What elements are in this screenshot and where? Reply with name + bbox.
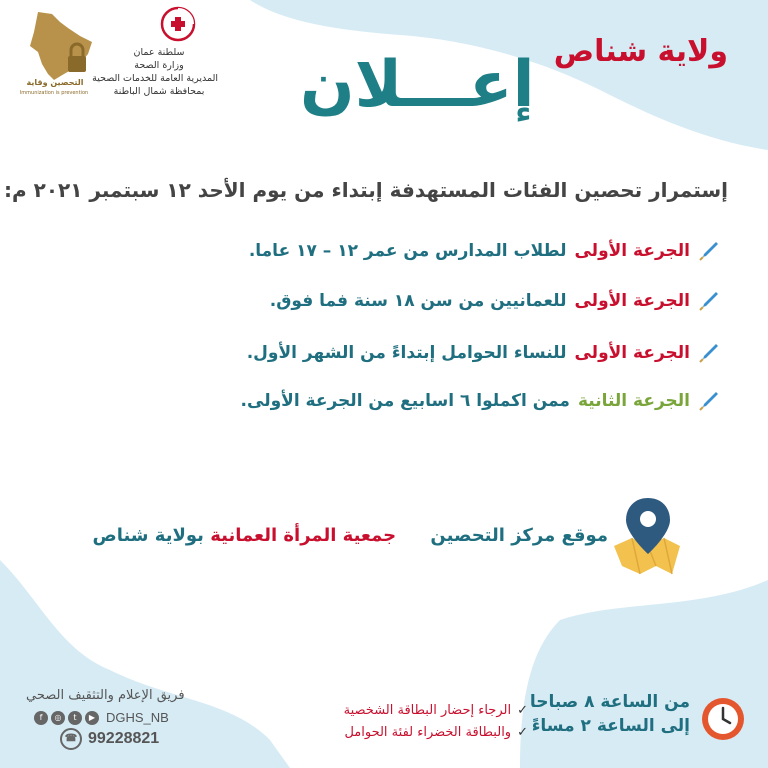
requirement-text: الرجاء إحضار البطاقة الشخصية xyxy=(343,703,512,718)
requirement-text: والبطاقة الخضراء لفئة الحوامل xyxy=(344,725,512,740)
ministry-line: سلطنة عمان xyxy=(133,47,185,58)
announcement-heading: إستمرار تحصين الفئات المستهدفة إبتداء من يوم الأحد ١٢ سبتمبر ٢٠٢١ م: xyxy=(4,178,728,202)
check-icon: ✓ xyxy=(517,725,528,740)
ministry-line: بمحافظة شمال الباطنة xyxy=(113,86,205,97)
social-handles xyxy=(34,710,169,725)
dose-label: الجرعة الأولى xyxy=(574,241,690,261)
location-center: جمعية المرأة العمانية xyxy=(210,525,397,546)
syringe-icon xyxy=(698,390,720,412)
location-pin-icon xyxy=(610,494,684,578)
immunization-logo-text: التحصين وقاية xyxy=(26,78,84,87)
dose-label: الجرعة الأولى xyxy=(574,343,690,363)
ministry-text xyxy=(92,46,218,98)
list-item xyxy=(241,390,720,412)
ministry-line: المديرية العامة للخدمات الصحية xyxy=(92,73,218,84)
clock-icon xyxy=(700,696,746,742)
requirement-item xyxy=(344,700,528,722)
dose-description: ممن اكملوا ٦ اسابيع من الجرعة الأولى. xyxy=(240,391,570,411)
working-hours xyxy=(530,690,690,738)
dose-label: الجرعة الثانية xyxy=(577,391,690,411)
announcement-title: إعـــلان xyxy=(300,48,535,122)
phone-number xyxy=(60,728,159,750)
syringe-icon xyxy=(698,240,720,262)
location-label: موقع مركز التحصين xyxy=(430,525,608,546)
dose-description: للنساء الحوامل إبتداءً من الشهر الأول. xyxy=(246,343,567,363)
facebook-icon: f xyxy=(34,711,48,725)
requirement-item xyxy=(344,722,528,744)
ministry-of-health-logo-icon xyxy=(160,6,196,42)
team-name: فريق الإعلام والتثقيف الصحي xyxy=(26,688,185,703)
dose-label: الجرعة الأولى xyxy=(574,291,690,311)
instagram-icon: ◎ xyxy=(51,711,65,725)
syringe-icon xyxy=(698,290,720,312)
dose-description: للعمانيين من سن ١٨ سنة فما فوق. xyxy=(269,291,567,311)
requirements-list xyxy=(344,700,528,744)
phone-icon: ☎ xyxy=(60,728,82,750)
dose-description: لطلاب المدارس من عمر ١٢ – ١٧ عاما. xyxy=(248,241,567,261)
ministry-line: وزارة الصحة xyxy=(134,60,184,71)
phone-value: 99228821 xyxy=(88,730,160,747)
check-icon: ✓ xyxy=(517,703,528,718)
vaccination-location xyxy=(92,525,608,546)
social-handle: DGHS_NB xyxy=(106,710,169,725)
hours-to: إلى الساعة ٢ مساءً xyxy=(531,716,690,736)
immunization-logo-subtext: Immunization is prevention xyxy=(19,90,89,96)
location-wilaya: بولاية شناص xyxy=(92,525,204,546)
list-item xyxy=(249,240,720,262)
syringe-icon xyxy=(698,342,720,364)
hours-from: من الساعة ٨ صباحا xyxy=(529,692,690,712)
list-item xyxy=(247,342,720,364)
youtube-icon: ▶ xyxy=(85,711,99,725)
wilaya-title: ولاية شناص xyxy=(553,34,728,69)
twitter-icon: t xyxy=(68,711,82,725)
list-item xyxy=(270,290,720,312)
